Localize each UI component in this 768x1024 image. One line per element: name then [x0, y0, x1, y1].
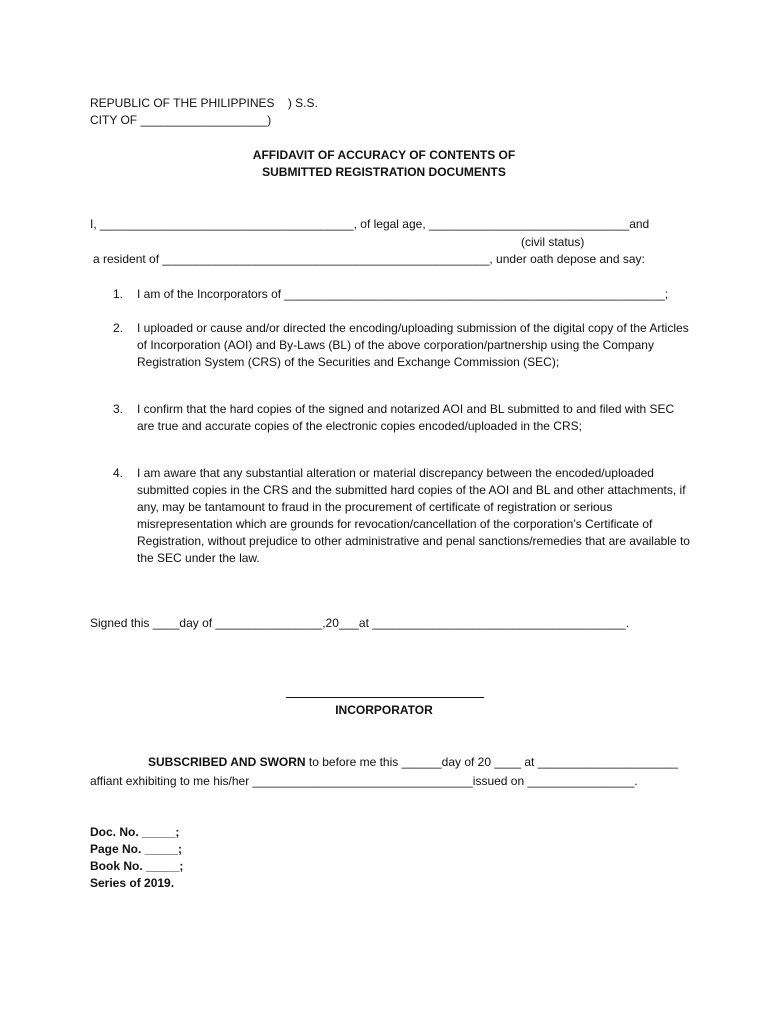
list-item-number: 2.: [113, 321, 124, 335]
residence-line: a resident of _________________________________________________, under oath depose and say:: [93, 252, 645, 266]
list-item-text: I confirm that the hard copies of the signed and notarized AOI and BL submitted to and filed with SEC are true and accurate copies of the electronic copies encoded/uploaded in the CRS;: [137, 402, 675, 433]
doc-number: Doc. No. _____;: [90, 825, 180, 839]
page-number: Page No. _____;: [90, 842, 183, 856]
jurisdiction-city: CITY OF ___________________): [90, 113, 272, 127]
list-item-text: I am of the Incorporators of _________________________________________________________;: [137, 287, 669, 301]
list-item-text: I uploaded or cause and/or directed the encoding/uploading submission of the digital copy of the Articles of Incorporation (AOI) and By-Laws (BL) of the above corporation/partnership using the Company Registration System (CRS) of the Securities and Exchange Commission (SEC);: [137, 321, 689, 369]
series-year: Series of 2019.: [90, 876, 175, 890]
list-item-number: 4.: [113, 466, 124, 480]
civil-status-caption: (civil status): [521, 235, 585, 249]
list-item: [113, 320, 693, 371]
jurat-bold-text: SUBSCRIBED AND SWORN: [148, 755, 306, 769]
list-item-text: I am aware that any substantial alteration or material discrepancy between the encoded/uploaded submitted copies in the CRS and the submitted hard copies of the AOI and BL and other attachments, if any, may be tantamount to fraud in the procurement of certificate of registration or serious misrepresentation which are grounds for revocation/cancellation of the corporation’s Certificate of Registration, without prejudice to other administrative and penal sanctions/remedies that are available to the SEC under the law.: [137, 466, 690, 565]
jurisdiction-republic: REPUBLIC OF THE PHILIPPINES ) S.S.: [90, 96, 318, 110]
signature-line: [286, 697, 484, 698]
list-item: [113, 465, 693, 567]
list-item: [113, 286, 693, 303]
incorporator-label: INCORPORATOR: [335, 703, 433, 717]
signed-line: Signed this ____day of ________________,20___at ______________________________________.: [90, 616, 630, 630]
list-item: [113, 401, 693, 435]
list-item-number: 1.: [113, 287, 124, 301]
document-title-line2: SUBMITTED REGISTRATION DOCUMENTS: [262, 165, 506, 179]
list-item-number: 3.: [113, 402, 124, 416]
jurat-line: [148, 754, 678, 771]
affiant-intro-line: I, ______________________________________, of legal age, ______________________________and: [90, 217, 650, 231]
book-number: Book No. _____;: [90, 859, 184, 873]
document-title-line1: AFFIDAVIT OF ACCURACY OF CONTENTS OF: [252, 148, 516, 162]
jurat-rest-text: to before me this ______day of 20 ____ at _____________________: [305, 755, 678, 769]
jurat-id-line: affiant exhibiting to me his/her _________________________________issued on ________________.: [90, 774, 638, 788]
